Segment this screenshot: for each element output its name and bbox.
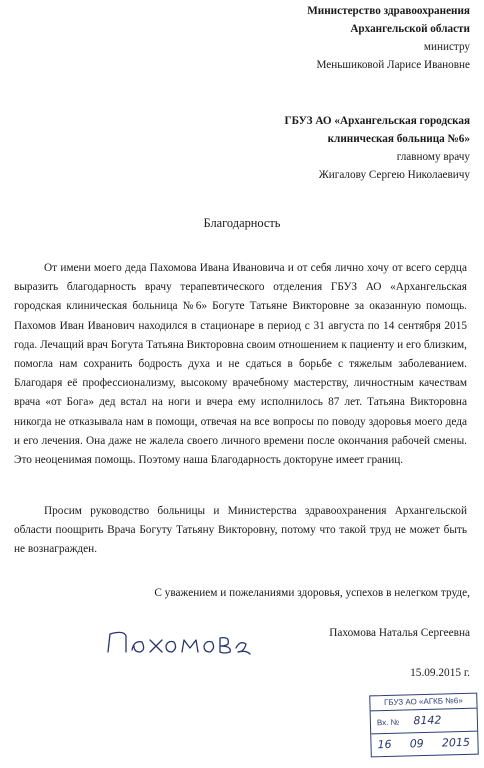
handwritten-signature — [104, 622, 254, 666]
recipient-hospital-line4: Жигалову Сергею Николаевичу — [318, 169, 470, 181]
stamp-number: 8142 — [413, 713, 442, 728]
recipient-hospital-line2: клиническая больница №6» — [327, 133, 470, 145]
recipient-ministry-line2: Архангельской области — [350, 23, 470, 35]
letter-date: 15.09.2015 г. — [410, 667, 470, 679]
recipient-ministry-line4: Меньшиковой Ларисе Ивановне — [316, 59, 470, 71]
stamp-number-prefix: Вх. № — [376, 717, 400, 728]
body-paragraph-2-block — [14, 502, 467, 560]
stamp-number-row — [371, 709, 478, 734]
stamp-date-month: 09 — [409, 737, 424, 751]
incoming-registration-stamp — [369, 693, 479, 758]
body-paragraph-2: Просим руководство больницы и Министерства здравоохранения Архангельской области поощрить Врача Богуту Татьяну Викторовну, потому что такой труд не может быть не вознагражден. — [14, 505, 467, 556]
recipient-ministry-line3: министру — [423, 41, 470, 53]
body-paragraph-1: От имени моего деда Пахомова Ивана Ивановича и от себя лично хочу от всего сердца выразить благодарность врачу терапевтического отделения ГБУЗ АО «Архангельская городская клиническая больница №6» Богуте Татьяне Викторовне за оказанную помощь. Пахомов Иван Иванович находился в стационаре в период с 31 августа по 14 сентября 2015 года. Лечащий врач Богута Татьяна Викторовна своим отношением к пациенту и его близким, помогла нам сохранить бодрость духа и не сдаться в борьбе с тяжелым заболеванием. Благодаря её профессионализму, высокому врачебному мастерству, личностным качествам врача «от Бога» дед встал на ноги и вчера ему исполнилось 87 лет. Татьяна Викторовна никогда не отказывала нам в помощи, отвечая на все вопросы по поводу здоровья моего деда и его лечения. Она даже не жалела своего личного времени после окончания рабочей смены. Это неоценимая помощь. Поэтому наша Благодарность докторуне имеет границ. — [14, 262, 467, 467]
closing-line: С уважением и пожеланиями здоровья, успехов в нелегком труде, — [154, 587, 470, 599]
stamp-date-row — [371, 731, 478, 757]
stamp-date-year: 2015 — [441, 735, 471, 750]
author-name: Пахомова Наталья Сергеевна — [329, 627, 470, 639]
recipient-hospital-line3: главному врачу — [396, 151, 470, 163]
stamp-date-day: 16 — [377, 737, 392, 752]
recipient-hospital-line1: ГБУЗ АО «Архангельская городская — [284, 115, 470, 127]
recipient-ministry-line1: Министерство здравоохранения — [307, 5, 470, 17]
letter-title: Благодарность — [203, 216, 281, 230]
body-paragraph-1-block — [14, 259, 467, 470]
recipient-hospital-block — [285, 112, 471, 184]
stamp-header: ГБУЗ АО «АГКБ №6» — [370, 694, 476, 712]
recipient-ministry-block — [307, 2, 470, 74]
